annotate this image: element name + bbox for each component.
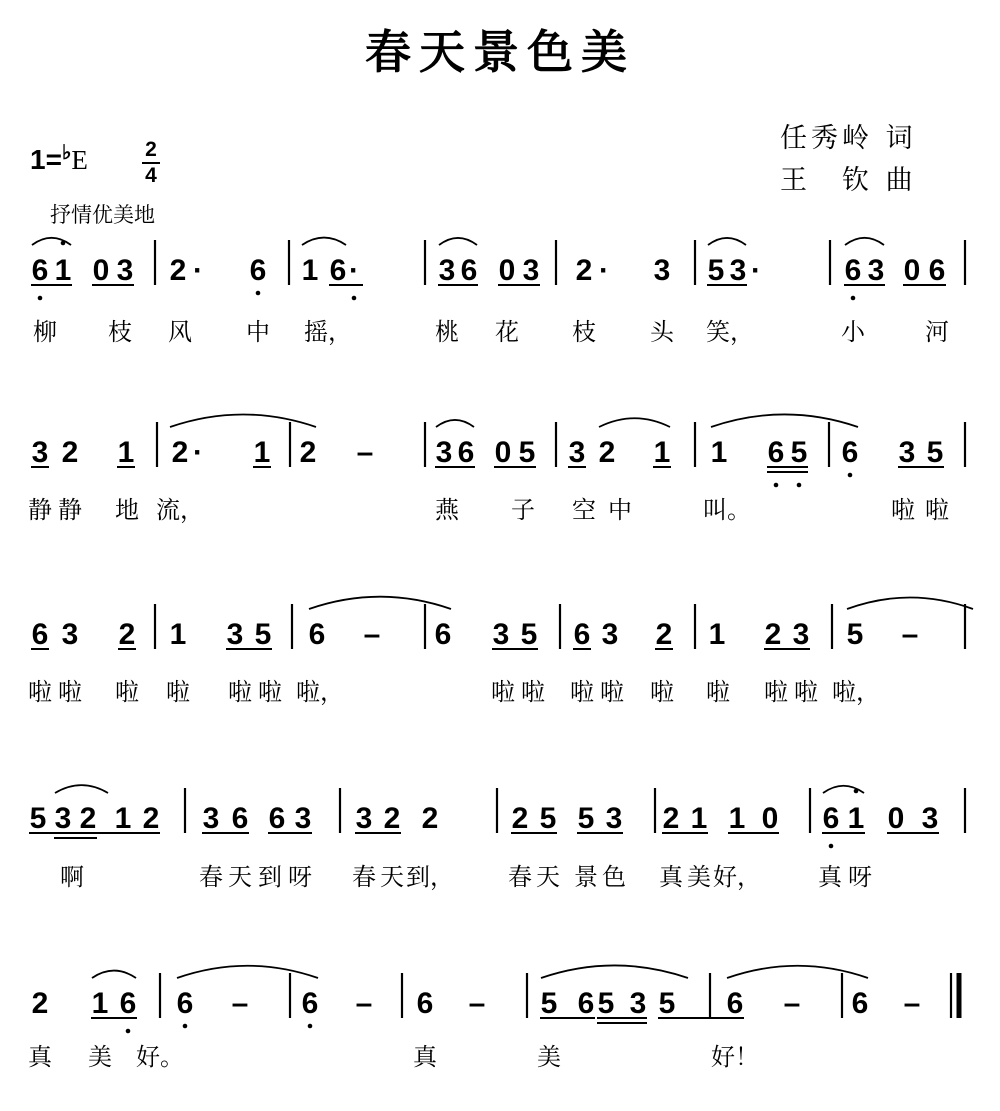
lyric: 静 bbox=[58, 496, 82, 524]
note: 1 bbox=[728, 802, 746, 835]
note: 6 bbox=[308, 618, 326, 651]
lyric: 春 bbox=[199, 863, 223, 891]
low-octave-dot bbox=[38, 296, 43, 301]
lyric: 呀 bbox=[848, 863, 872, 891]
tie-slur bbox=[439, 238, 477, 245]
tempo-marking: 抒情优美地 bbox=[50, 203, 155, 227]
note: 6 bbox=[31, 618, 49, 651]
lyric: 啦， bbox=[832, 678, 880, 706]
lyric: 啦 bbox=[166, 678, 190, 706]
extension-dash: – bbox=[783, 987, 801, 1020]
note: 5 bbox=[926, 436, 944, 469]
note: 1 bbox=[253, 436, 271, 469]
low-octave-dot bbox=[126, 1029, 131, 1034]
lyric: 空 bbox=[572, 496, 596, 524]
note: 2 bbox=[299, 436, 317, 469]
note: 5 bbox=[518, 436, 536, 469]
note: 2 bbox=[118, 618, 136, 651]
lyric: 景 bbox=[574, 863, 598, 891]
lyric: 枝 bbox=[108, 318, 132, 346]
note: 5 bbox=[846, 618, 864, 651]
note: 0 bbox=[92, 254, 110, 287]
lyric: 美 bbox=[687, 863, 711, 891]
extension-dash: – bbox=[903, 987, 921, 1020]
note: 1 bbox=[710, 436, 728, 469]
lyric: 好！ bbox=[711, 1043, 759, 1071]
key-prefix: 1= bbox=[30, 144, 62, 175]
note: 5 bbox=[597, 987, 615, 1020]
note: 5 bbox=[520, 618, 538, 651]
note: 2 bbox=[662, 802, 680, 835]
lyric: 枝 bbox=[572, 318, 596, 346]
note: 2 bbox=[169, 254, 187, 287]
low-octave-dot bbox=[256, 291, 261, 296]
note: 1 bbox=[847, 802, 865, 835]
note: 3 bbox=[435, 436, 453, 469]
tie-slur bbox=[309, 597, 451, 609]
note: 3 bbox=[653, 254, 671, 287]
note: 6 bbox=[301, 987, 319, 1020]
note: 6 bbox=[176, 987, 194, 1020]
note: 3 bbox=[522, 254, 540, 287]
note: 3 bbox=[54, 802, 72, 835]
lyric: 春 bbox=[508, 863, 532, 891]
note: 5 bbox=[254, 618, 272, 651]
note: 0 bbox=[887, 802, 905, 835]
extension-dash: – bbox=[355, 987, 373, 1020]
lyric: 美 bbox=[88, 1043, 112, 1071]
augmentation-dot: · bbox=[193, 254, 203, 287]
note: 5 bbox=[707, 254, 725, 287]
lyric: 桃 bbox=[435, 318, 459, 346]
extension-dash: – bbox=[468, 987, 486, 1020]
lyric: 叫。 bbox=[703, 496, 751, 524]
lyric: 啦 bbox=[491, 678, 515, 706]
low-octave-dot bbox=[797, 483, 802, 488]
note: 2 bbox=[31, 987, 49, 1020]
note: 6 bbox=[457, 436, 475, 469]
note: 6 bbox=[822, 802, 840, 835]
tie-slur bbox=[847, 598, 973, 610]
tie-slur bbox=[55, 785, 108, 793]
lyric: 静 bbox=[28, 496, 52, 524]
augmentation-dot: · bbox=[193, 436, 203, 469]
tie-slur bbox=[177, 966, 318, 978]
lyric: 天 bbox=[228, 863, 252, 891]
lyric: 啦 bbox=[794, 678, 818, 706]
note: 1 bbox=[169, 618, 187, 651]
note: 3 bbox=[355, 802, 373, 835]
note: 6 bbox=[460, 254, 478, 287]
tie-slur bbox=[32, 238, 71, 245]
note: 3 bbox=[792, 618, 810, 651]
lyric: 啊 bbox=[60, 863, 84, 891]
note: 2 bbox=[511, 802, 529, 835]
note: 0 bbox=[494, 436, 512, 469]
lyric: 柳 bbox=[33, 318, 57, 346]
note: 1 bbox=[117, 436, 135, 469]
note: 6 bbox=[31, 254, 49, 287]
key-note: E bbox=[71, 145, 88, 175]
note: 0 bbox=[498, 254, 516, 287]
note: 2 bbox=[655, 618, 673, 651]
note: 6 bbox=[119, 987, 137, 1020]
note: 6 bbox=[231, 802, 249, 835]
note: 6 bbox=[416, 987, 434, 1020]
lyric: 到， bbox=[406, 863, 454, 891]
lyric: 啦 bbox=[258, 678, 282, 706]
tie-slur bbox=[845, 238, 884, 245]
tie-slur bbox=[92, 971, 136, 978]
note: 2 bbox=[575, 254, 593, 287]
note: 2 bbox=[383, 802, 401, 835]
extension-dash: – bbox=[231, 987, 249, 1020]
lyric: 笑， bbox=[706, 318, 754, 346]
note: 3 bbox=[605, 802, 623, 835]
tie-slur bbox=[170, 415, 316, 428]
note: 3 bbox=[202, 802, 220, 835]
note: 3 bbox=[629, 987, 647, 1020]
lyric: 色 bbox=[602, 863, 626, 891]
lyric: 天 bbox=[380, 863, 404, 891]
note: 1 bbox=[708, 618, 726, 651]
note: 2 bbox=[61, 436, 79, 469]
lyric: 啦 bbox=[925, 496, 949, 524]
lyric: 真 bbox=[659, 863, 683, 891]
lyric: 美 bbox=[537, 1043, 561, 1071]
note: 6 bbox=[329, 254, 347, 287]
lyric: 花 bbox=[495, 318, 519, 346]
note: 5 bbox=[539, 802, 557, 835]
lyric: 地 bbox=[115, 496, 139, 524]
note: 3 bbox=[116, 254, 134, 287]
note: 1 bbox=[690, 802, 708, 835]
lyric: 啦 bbox=[600, 678, 624, 706]
lyric: 中 bbox=[608, 496, 632, 524]
lyric: 中 bbox=[246, 318, 270, 346]
note: 3 bbox=[61, 618, 79, 651]
lyric: 呀 bbox=[288, 863, 312, 891]
note: 6 bbox=[726, 987, 744, 1020]
note: 3 bbox=[226, 618, 244, 651]
note: 6 bbox=[841, 436, 859, 469]
note: 3 bbox=[31, 436, 49, 469]
note: 3 bbox=[492, 618, 510, 651]
note: 2 bbox=[421, 802, 439, 835]
extension-dash: – bbox=[356, 436, 374, 469]
lyric: 啦 bbox=[891, 496, 915, 524]
lyric: 天 bbox=[536, 863, 560, 891]
lyric: 子 bbox=[511, 496, 535, 524]
lyric: 河 bbox=[925, 318, 949, 346]
flat-sign: ♭ bbox=[61, 142, 72, 164]
low-octave-dot bbox=[183, 1024, 188, 1029]
lyric: 到 bbox=[258, 863, 282, 891]
meter-lower: 4 bbox=[145, 164, 157, 187]
lyric: 啦 bbox=[58, 678, 82, 706]
note: 6 bbox=[844, 254, 862, 287]
note: 6 bbox=[577, 987, 595, 1020]
note: 1 bbox=[301, 254, 319, 287]
note: 2 bbox=[79, 802, 97, 835]
note: 1 bbox=[114, 802, 132, 835]
low-octave-dot bbox=[829, 844, 834, 849]
note: 6 bbox=[851, 987, 869, 1020]
extension-dash: – bbox=[363, 618, 381, 651]
low-octave-dot bbox=[851, 296, 856, 301]
lyric: 啦 bbox=[228, 678, 252, 706]
lyric: 好。 bbox=[136, 1043, 184, 1071]
tie-slur bbox=[436, 420, 474, 427]
note: 2 bbox=[598, 436, 616, 469]
note: 3 bbox=[294, 802, 312, 835]
lyric: 春 bbox=[352, 863, 376, 891]
note: 3 bbox=[898, 436, 916, 469]
lyric: 啦， bbox=[296, 678, 344, 706]
lyric: 啦 bbox=[115, 678, 139, 706]
extension-dash: – bbox=[901, 618, 919, 651]
note: 5 bbox=[658, 987, 676, 1020]
lyric: 风 bbox=[168, 318, 192, 346]
lyric: 摇， bbox=[304, 318, 352, 346]
tie-slur bbox=[599, 418, 670, 427]
tie-slur bbox=[708, 238, 746, 245]
lyric: 啦 bbox=[650, 678, 674, 706]
note: 6 bbox=[249, 254, 267, 287]
tie-slur bbox=[711, 414, 858, 427]
lyric: 燕 bbox=[435, 496, 459, 524]
composer-credit: 王 钦 曲 bbox=[780, 165, 917, 196]
note: 6 bbox=[268, 802, 286, 835]
note: 5 bbox=[29, 802, 47, 835]
meter-upper: 2 bbox=[145, 138, 157, 161]
song-title: 春天景色美 bbox=[365, 25, 635, 79]
note: 6 bbox=[573, 618, 591, 651]
lyric: 头 bbox=[650, 318, 674, 346]
note: 3 bbox=[921, 802, 939, 835]
low-octave-dot bbox=[308, 1024, 313, 1029]
note: 2 bbox=[764, 618, 782, 651]
lyric: 真 bbox=[818, 863, 842, 891]
lyric: 啦 bbox=[706, 678, 730, 706]
lyric: 啦 bbox=[28, 678, 52, 706]
note: 3 bbox=[729, 254, 747, 287]
note: 3 bbox=[867, 254, 885, 287]
lyric: 真 bbox=[28, 1043, 52, 1071]
note: 5 bbox=[790, 436, 808, 469]
note: 1 bbox=[653, 436, 671, 469]
low-octave-dot bbox=[352, 296, 357, 301]
note: 3 bbox=[568, 436, 586, 469]
lyric: 小 bbox=[841, 318, 865, 346]
tie-slur bbox=[727, 966, 868, 978]
low-octave-dot bbox=[848, 473, 853, 478]
note: 3 bbox=[438, 254, 456, 287]
lyric: 真 bbox=[413, 1043, 437, 1071]
tie-slur bbox=[541, 965, 688, 978]
note: 2 bbox=[171, 436, 189, 469]
note: 2 bbox=[142, 802, 160, 835]
augmentation-dot: · bbox=[349, 254, 359, 287]
note: 1 bbox=[54, 254, 72, 287]
note: 3 bbox=[601, 618, 619, 651]
lyric: 啦 bbox=[570, 678, 594, 706]
lyric: 啦 bbox=[521, 678, 545, 706]
tie-slur bbox=[302, 238, 346, 245]
note: 0 bbox=[903, 254, 921, 287]
note: 6 bbox=[928, 254, 946, 287]
lyricist-credit: 任秀岭 词 bbox=[780, 123, 917, 154]
augmentation-dot: · bbox=[751, 254, 761, 287]
note: 0 bbox=[761, 802, 779, 835]
note: 1 bbox=[91, 987, 109, 1020]
note: 6 bbox=[767, 436, 785, 469]
augmentation-dot: · bbox=[599, 254, 609, 287]
note: 6 bbox=[434, 618, 452, 651]
note: 5 bbox=[540, 987, 558, 1020]
lyric: 啦 bbox=[764, 678, 788, 706]
lyric: 流， bbox=[156, 496, 204, 524]
lyric: 好， bbox=[713, 863, 761, 891]
note: 5 bbox=[577, 802, 595, 835]
low-octave-dot bbox=[774, 483, 779, 488]
